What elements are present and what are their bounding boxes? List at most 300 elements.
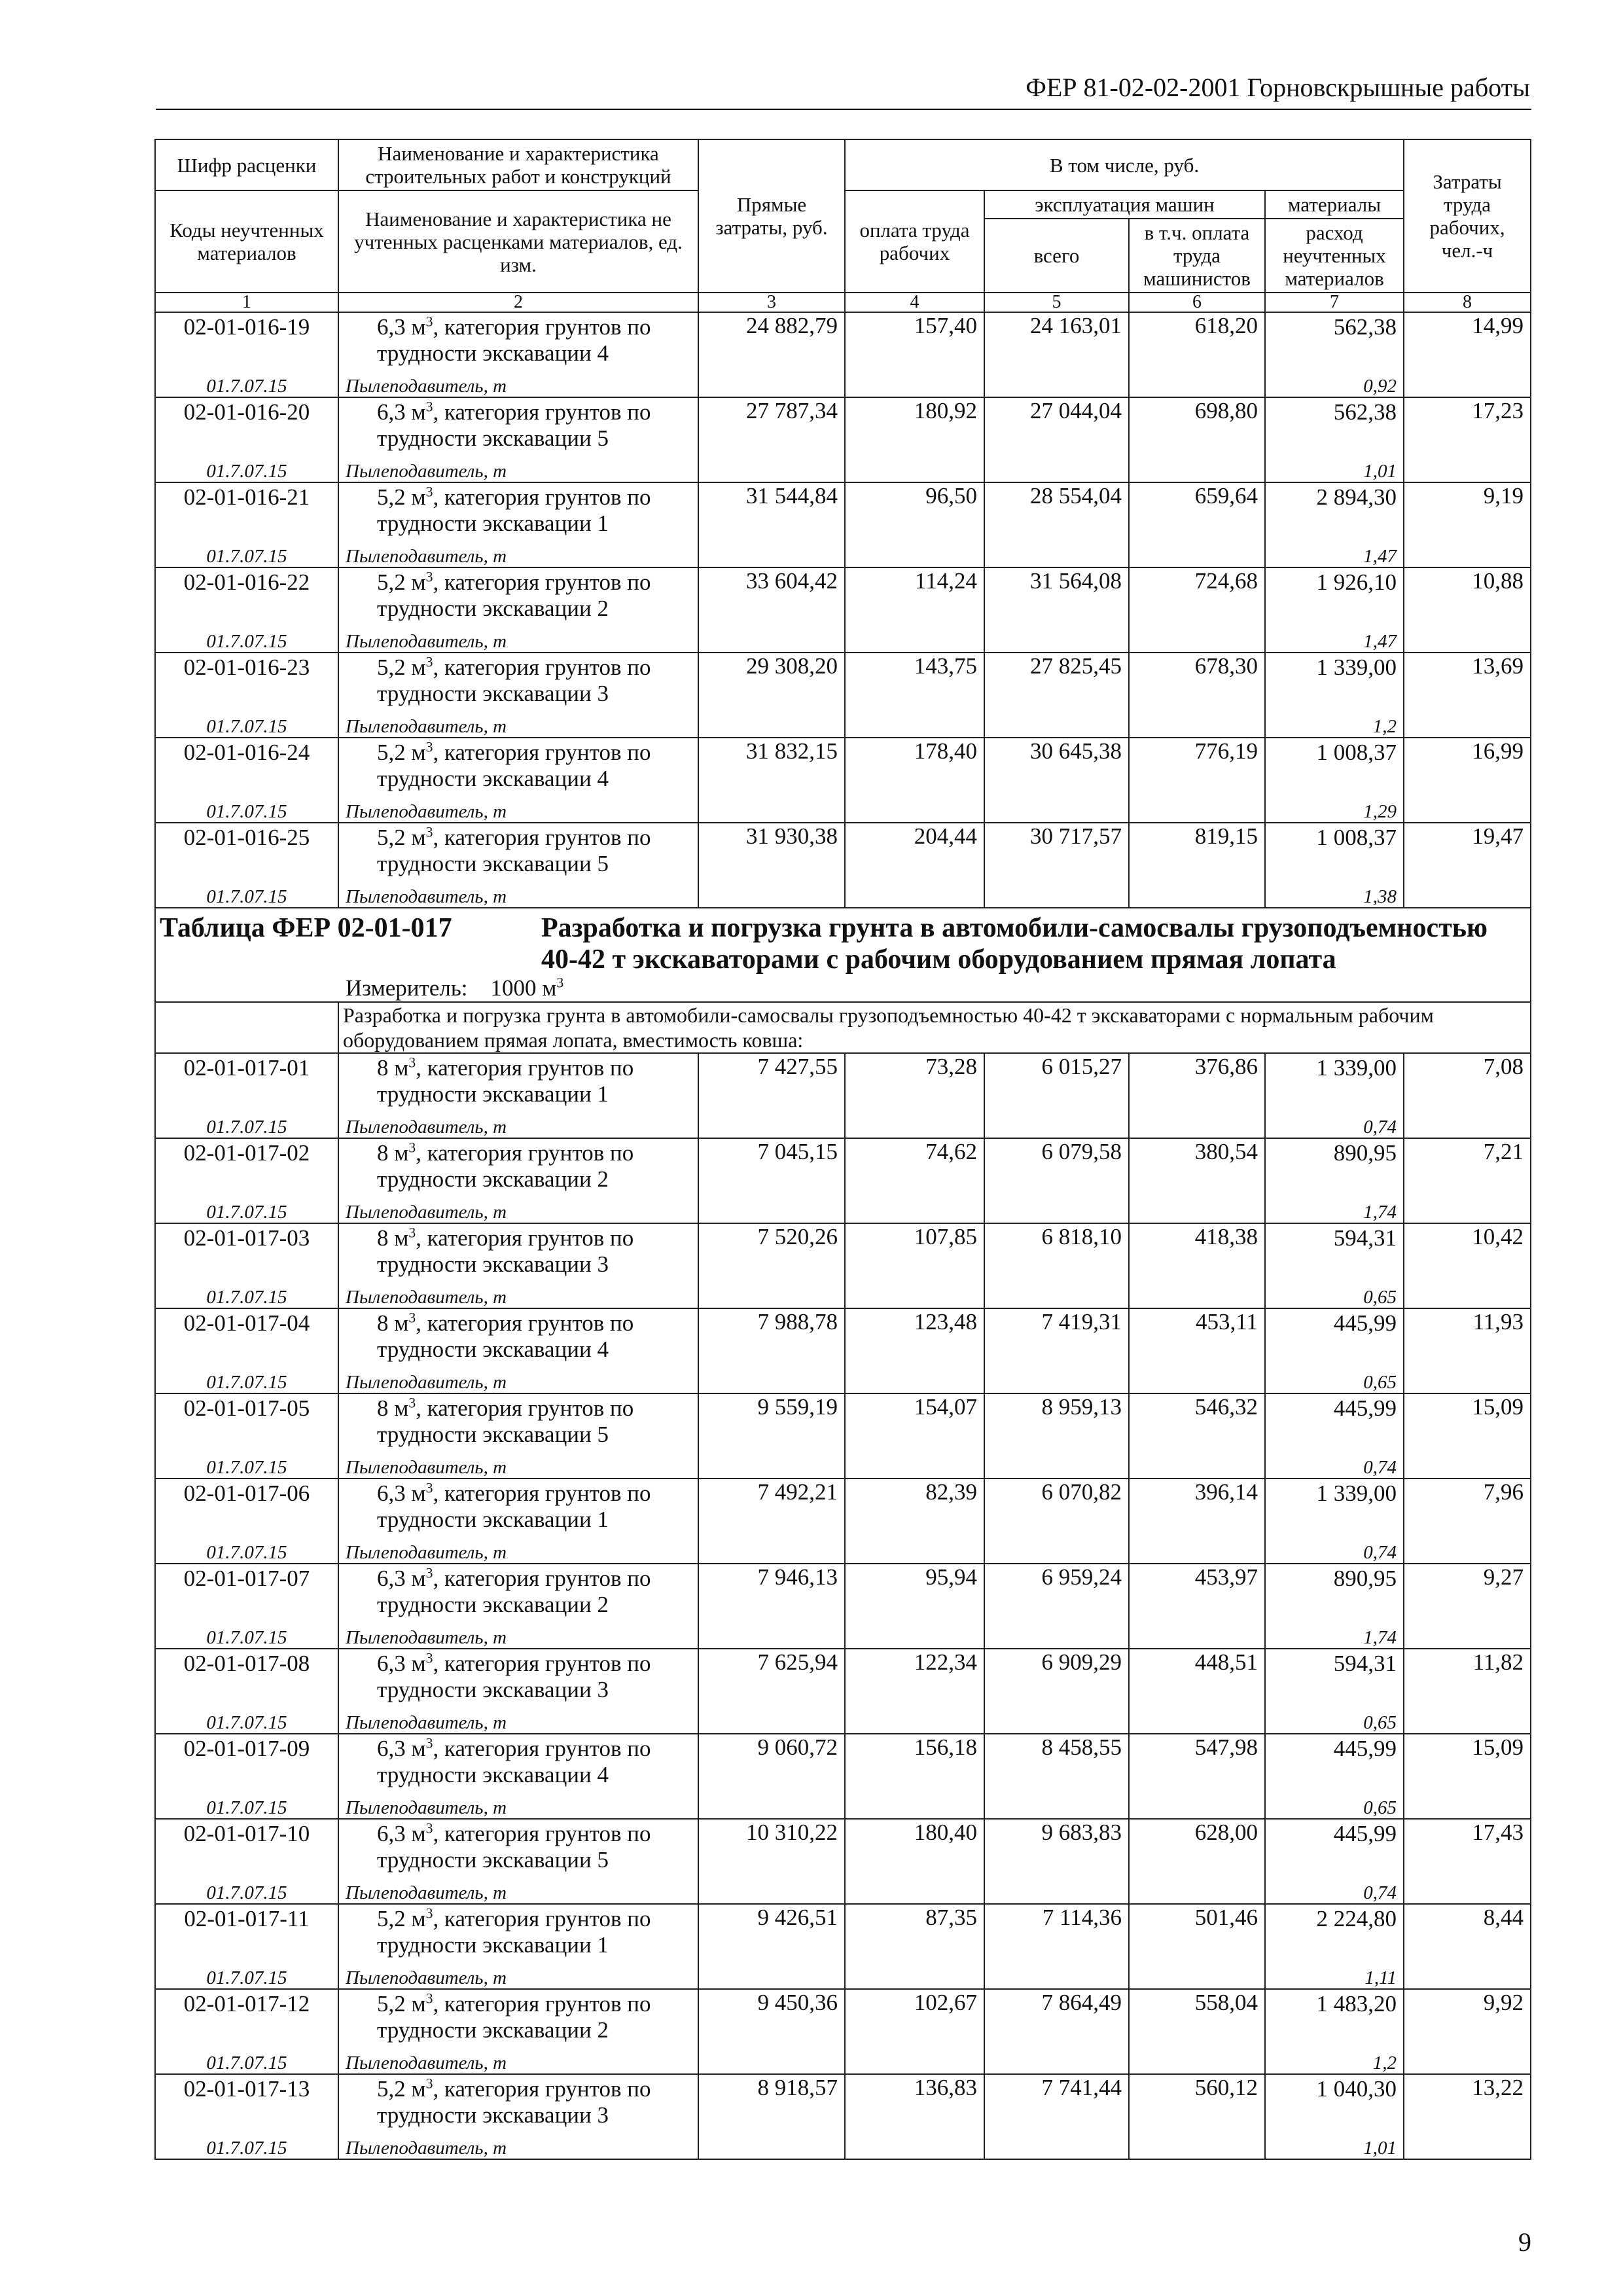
column-number: 7 (1265, 293, 1404, 312)
materials-cell (1265, 1308, 1404, 1393)
operators-pay: 724,68 (1129, 567, 1265, 653)
rate-code: 02-01-016-19 (183, 314, 310, 340)
rate-code: 02-01-017-09 (183, 1736, 310, 1761)
rate-code: 02-01-017-05 (183, 1395, 310, 1421)
labor-hours: 11,93 (1404, 1308, 1531, 1393)
materials-cost: 1 008,37 (1316, 740, 1397, 765)
soil-category: 2 (597, 1166, 609, 1192)
materials-cell (1265, 1989, 1404, 2074)
materials-cost: 2 894,30 (1316, 484, 1397, 510)
soil-category: 1 (597, 1932, 609, 1958)
materials-cell (1265, 738, 1404, 823)
operators-pay: 380,54 (1129, 1138, 1265, 1223)
col3-header: Прямые затраты, руб. (698, 139, 845, 293)
direct-costs: 31 544,84 (698, 482, 845, 567)
rate-code: 02-01-017-01 (183, 1055, 310, 1081)
column-numbers-row (155, 293, 1531, 312)
material-quantity: 0,65 (1363, 1797, 1397, 1818)
table-row (155, 1734, 1531, 1819)
material-name: Пылеподавитель, т (346, 546, 507, 567)
table-row (155, 653, 1531, 738)
material-code: 01.7.07.15 (206, 631, 287, 652)
work-name-cell (338, 312, 698, 397)
direct-costs: 7 520,26 (698, 1223, 845, 1308)
work-name (343, 2076, 694, 2128)
col6-header: в т.ч. оплата труда машинистов (1129, 219, 1265, 293)
labor-pay: 136,83 (845, 2074, 984, 2159)
work-name-cell (338, 823, 698, 908)
work-name-cell (338, 1138, 698, 1223)
table-017-title-row (155, 908, 1531, 975)
bucket-capacity: 6,3 (377, 399, 406, 425)
soil-category: 4 (597, 1336, 609, 1362)
operators-pay: 418,38 (1129, 1223, 1265, 1308)
rate-code-cell (155, 1393, 338, 1479)
material-name: Пылеподавитель, т (346, 2053, 507, 2073)
unit-m: м (405, 825, 426, 850)
work-name (343, 1480, 694, 1533)
labor-pay: 74,62 (845, 1138, 984, 1223)
category-text: , категория грунтов по (433, 399, 651, 425)
labor-hours: 10,42 (1404, 1223, 1531, 1308)
direct-costs: 9 559,19 (698, 1393, 845, 1479)
unit-m: м (405, 1821, 426, 1846)
machines-total: 6 015,27 (984, 1053, 1129, 1138)
material-code: 01.7.07.15 (206, 546, 287, 567)
column-number: 4 (845, 293, 984, 312)
category-line2: трудности экскавации (377, 511, 597, 536)
machines-total: 6 818,10 (984, 1223, 1129, 1308)
category-line2: трудности экскавации (377, 1422, 597, 1447)
labor-hours: 16,99 (1404, 738, 1531, 823)
work-name-cell (338, 1308, 698, 1393)
materials-cost: 1 339,00 (1316, 1055, 1397, 1081)
labor-hours: 9,92 (1404, 1989, 1531, 2074)
material-name: Пылеподавитель, т (346, 1627, 507, 1648)
material-name: Пылеподавитель, т (346, 2138, 507, 2159)
labor-hours: 9,19 (1404, 482, 1531, 567)
operators-pay: 558,04 (1129, 1989, 1265, 2074)
labor-pay: 95,94 (845, 1564, 984, 1649)
bucket-capacity: 8 (377, 1055, 389, 1081)
category-text: , категория грунтов по (433, 1480, 651, 1506)
work-name (343, 484, 694, 537)
work-name (343, 1906, 694, 1958)
material-code: 01.7.07.15 (206, 2138, 287, 2159)
materials-cost: 1 040,30 (1316, 2076, 1397, 2102)
operators-pay: 659,64 (1129, 482, 1265, 567)
category-line2: трудности экскавации (377, 1932, 597, 1958)
unit-cube: 3 (425, 2075, 433, 2092)
rate-code-cell (155, 312, 338, 397)
header-divider (156, 109, 1531, 110)
machines-total: 6 079,58 (984, 1138, 1129, 1223)
bucket-capacity: 6,3 (377, 1651, 406, 1676)
rate-code: 02-01-016-25 (183, 825, 310, 850)
unit-cube: 3 (425, 739, 433, 755)
operators-pay: 618,20 (1129, 312, 1265, 397)
material-code: 01.7.07.15 (206, 461, 287, 482)
unit-cube: 3 (425, 824, 433, 840)
col1-bottom-header: Коды неучтенных материалов (155, 190, 338, 293)
materials-cost: 562,38 (1333, 399, 1397, 425)
unit-m: м (405, 2076, 426, 2102)
material-code: 01.7.07.15 (206, 376, 287, 397)
machines-total: 27 044,04 (984, 397, 1129, 482)
unit-cube: 3 (425, 1650, 433, 1666)
material-code: 01.7.07.15 (206, 1202, 287, 1223)
machines-total: 27 825,45 (984, 653, 1129, 738)
direct-costs: 7 045,15 (698, 1138, 845, 1223)
soil-category: 4 (597, 1762, 609, 1787)
material-name: Пылеподавитель, т (346, 1797, 507, 1818)
category-text: , категория грунтов по (416, 1225, 634, 1251)
labor-hours: 13,69 (1404, 653, 1531, 738)
table-row (155, 1564, 1531, 1649)
bucket-capacity: 5,2 (377, 1991, 406, 2017)
category-text: , категория грунтов по (433, 2076, 651, 2102)
bucket-capacity: 6,3 (377, 1821, 406, 1846)
rate-code: 02-01-016-21 (183, 484, 310, 510)
running-header: ФЕР 81-02-02-2001 Горновскрышные работы (1026, 73, 1530, 102)
unit-m: м (405, 1651, 426, 1676)
category-line2: трудности экскавации (377, 1251, 597, 1277)
category-line2: трудности экскавации (377, 1081, 597, 1107)
labor-pay: 87,35 (845, 1904, 984, 1989)
unit-cube: 3 (425, 1480, 433, 1496)
operators-pay: 698,80 (1129, 397, 1265, 482)
material-code: 01.7.07.15 (206, 1542, 287, 1563)
materials-cell (1265, 567, 1404, 653)
bucket-capacity: 5,2 (377, 1906, 406, 1931)
material-quantity: 0,92 (1363, 376, 1397, 397)
unit-m: м (388, 1055, 409, 1081)
operators-pay: 560,12 (1129, 2074, 1265, 2159)
rate-code-cell (155, 653, 338, 738)
category-line2: трудности экскавации (377, 425, 597, 451)
direct-costs: 31 832,15 (698, 738, 845, 823)
col7-header: расход неучтенных материалов (1265, 219, 1404, 293)
material-code: 01.7.07.15 (206, 801, 287, 822)
category-line2: трудности экскавации (377, 851, 597, 876)
included-header: В том числе, руб. (845, 139, 1404, 190)
labor-pay: 82,39 (845, 1479, 984, 1564)
materials-cell (1265, 1564, 1404, 1649)
category-line2: трудности экскавации (377, 596, 597, 621)
unit-m: м (405, 1906, 426, 1931)
soil-category: 5 (597, 1847, 609, 1873)
labor-pay: 156,18 (845, 1734, 984, 1819)
labor-hours: 9,27 (1404, 1564, 1531, 1649)
column-number: 6 (1129, 293, 1265, 312)
table-row (155, 312, 1531, 397)
machines-total: 6 959,24 (984, 1564, 1129, 1649)
labor-hours: 7,21 (1404, 1138, 1531, 1223)
unit-cube: 3 (408, 1054, 416, 1071)
rate-code-cell (155, 397, 338, 482)
table-row (155, 2074, 1531, 2159)
table-row (155, 738, 1531, 823)
work-name-cell (338, 2074, 698, 2159)
subsection-text: Разработка и погрузка грунта в автомобили-самосвалы грузоподъемностью 40-42 т экскаваторами с нормальным рабочим оборудованием прямая лопата, вместимость ковша: (338, 1002, 1531, 1053)
soil-category: 5 (597, 851, 609, 876)
material-quantity: 1,74 (1363, 1627, 1397, 1648)
table-017-label: Таблица ФЕР 02-01-017 (155, 908, 338, 975)
work-name (343, 1651, 694, 1703)
soil-category: 3 (597, 681, 609, 706)
work-name-cell (338, 1564, 698, 1649)
materials-cost: 445,99 (1333, 1736, 1397, 1761)
labor-pay: 157,40 (845, 312, 984, 397)
rates-table (154, 139, 1531, 2160)
category-text: , категория грунтов по (433, 484, 651, 510)
labor-hours: 11,82 (1404, 1649, 1531, 1734)
machines-total: 6 909,29 (984, 1649, 1129, 1734)
meter-row (155, 975, 1531, 1002)
unit-m: м (388, 1310, 409, 1336)
direct-costs: 7 625,94 (698, 1649, 845, 1734)
material-code: 01.7.07.15 (206, 1882, 287, 1903)
column-number: 2 (338, 293, 698, 312)
unit-m: м (405, 569, 426, 595)
bucket-capacity: 6,3 (377, 314, 406, 340)
work-name (343, 1736, 694, 1788)
material-quantity: 0,65 (1363, 1287, 1397, 1308)
unit-cube: 3 (425, 1820, 433, 1837)
materials-cell (1265, 1393, 1404, 1479)
work-name-cell (338, 1393, 698, 1479)
col5-header: всего (984, 219, 1129, 293)
machines-total: 30 717,57 (984, 823, 1129, 908)
rate-code-cell (155, 1053, 338, 1138)
labor-hours: 15,09 (1404, 1734, 1531, 1819)
bucket-capacity: 5,2 (377, 569, 406, 595)
labor-pay: 180,40 (845, 1819, 984, 1904)
column-number: 3 (698, 293, 845, 312)
unit-m: м (405, 655, 426, 680)
rate-code: 02-01-017-11 (184, 1906, 310, 1931)
work-name (343, 740, 694, 792)
rate-code-cell (155, 1138, 338, 1223)
direct-costs: 7 988,78 (698, 1308, 845, 1393)
materials-cost: 594,31 (1333, 1225, 1397, 1251)
direct-costs: 33 604,42 (698, 567, 845, 653)
operators-pay: 448,51 (1129, 1649, 1265, 1734)
work-name (343, 825, 694, 877)
unit-m: м (388, 1225, 409, 1251)
labor-hours: 8,44 (1404, 1904, 1531, 1989)
rate-code: 02-01-017-06 (183, 1480, 310, 1506)
table-row (155, 1649, 1531, 1734)
material-name: Пылеподавитель, т (346, 631, 507, 652)
rate-code: 02-01-017-02 (183, 1140, 310, 1166)
rate-code: 02-01-017-08 (183, 1651, 310, 1676)
bucket-capacity: 8 (377, 1395, 389, 1421)
material-name: Пылеподавитель, т (346, 716, 507, 737)
work-name-cell (338, 1904, 698, 1989)
category-text: , категория грунтов по (433, 1566, 651, 1591)
machines-total: 30 645,38 (984, 738, 1129, 823)
labor-pay: 123,48 (845, 1308, 984, 1393)
category-text: , категория грунтов по (433, 1906, 651, 1931)
machines-total: 31 564,08 (984, 567, 1129, 653)
unit-m: м (405, 1480, 426, 1506)
table-row (155, 823, 1531, 908)
material-name: Пылеподавитель, т (346, 1457, 507, 1478)
material-name: Пылеподавитель, т (346, 801, 507, 822)
soil-category: 1 (597, 511, 609, 536)
rate-code: 02-01-016-20 (183, 399, 310, 425)
work-name-cell (338, 397, 698, 482)
column-number: 5 (984, 293, 1129, 312)
soil-category: 2 (597, 2017, 609, 2043)
materials-cell (1265, 1479, 1404, 1564)
unit-cube: 3 (425, 569, 433, 585)
direct-costs: 24 882,79 (698, 312, 845, 397)
operators-pay: 453,97 (1129, 1564, 1265, 1649)
material-quantity: 1,47 (1363, 631, 1397, 652)
category-line2: трудности экскавации (377, 1507, 597, 1532)
bucket-capacity: 8 (377, 1140, 389, 1166)
direct-costs: 7 492,21 (698, 1479, 845, 1564)
material-quantity: 0,74 (1363, 1882, 1397, 1903)
table-row (155, 1989, 1531, 2074)
work-name (343, 399, 694, 452)
machines-header: эксплуатация машин (984, 190, 1265, 219)
category-text: , категория грунтов по (433, 314, 651, 340)
category-text: , категория грунтов по (416, 1055, 634, 1081)
direct-costs: 9 060,72 (698, 1734, 845, 1819)
material-code: 01.7.07.15 (206, 1287, 287, 1308)
material-quantity: 1,74 (1363, 1202, 1397, 1223)
material-quantity: 1,2 (1372, 716, 1397, 737)
work-name-cell (338, 1479, 698, 1564)
table-row (155, 1308, 1531, 1393)
direct-costs: 7 946,13 (698, 1564, 845, 1649)
table-row (155, 397, 1531, 482)
unit-m: м (405, 1991, 426, 2017)
materials-cost: 445,99 (1333, 1821, 1397, 1846)
category-text: , категория грунтов по (433, 1651, 651, 1676)
operators-pay: 396,14 (1129, 1479, 1265, 1564)
direct-costs: 27 787,34 (698, 397, 845, 482)
material-name: Пылеподавитель, т (346, 461, 507, 482)
labor-pay: 107,85 (845, 1223, 984, 1308)
material-quantity: 0,74 (1363, 1542, 1397, 1563)
machines-total: 24 163,01 (984, 312, 1129, 397)
labor-hours: 7,96 (1404, 1479, 1531, 1564)
labor-hours: 13,22 (1404, 2074, 1531, 2159)
category-line2: трудности экскавации (377, 1762, 597, 1787)
col2-bottom-header: Наименование и характеристика не учтенных расценками материалов, ед. изм. (338, 190, 698, 293)
work-name (343, 569, 694, 622)
material-name: Пылеподавитель, т (346, 1372, 507, 1393)
category-text: , категория грунтов по (433, 1736, 651, 1761)
category-line2: трудности экскавации (377, 2017, 597, 2043)
work-name-cell (338, 567, 698, 653)
material-name: Пылеподавитель, т (346, 1117, 507, 1138)
materials-cell (1265, 1819, 1404, 1904)
labor-pay: 154,07 (845, 1393, 984, 1479)
rate-code-cell (155, 1308, 338, 1393)
material-quantity: 1,2 (1372, 2053, 1397, 2073)
category-text: , категория грунтов по (416, 1140, 634, 1166)
bucket-capacity: 5,2 (377, 825, 406, 850)
material-name: Пылеподавитель, т (346, 1967, 507, 1988)
bucket-capacity: 5,2 (377, 655, 406, 680)
unit-cube: 3 (408, 1310, 416, 1326)
direct-costs: 9 426,51 (698, 1904, 845, 1989)
materials-cost: 1 008,37 (1316, 825, 1397, 850)
work-name (343, 1821, 694, 1873)
labor-pay: 180,92 (845, 397, 984, 482)
operators-pay: 776,19 (1129, 738, 1265, 823)
material-code: 01.7.07.15 (206, 1457, 287, 1478)
category-line2: трудности экскавации (377, 766, 597, 791)
col8-header: Затраты труда рабочих, чел.-ч (1404, 139, 1531, 293)
work-name-cell (338, 1819, 698, 1904)
materials-cell (1265, 312, 1404, 397)
direct-costs: 31 930,38 (698, 823, 845, 908)
materials-cell (1265, 1904, 1404, 1989)
table-row (155, 1819, 1531, 1904)
unit-m: м (405, 314, 426, 340)
table-row (155, 1223, 1531, 1308)
operators-pay: 819,15 (1129, 823, 1265, 908)
labor-pay: 102,67 (845, 1989, 984, 2074)
materials-cost: 562,38 (1333, 314, 1397, 340)
bucket-capacity: 5,2 (377, 740, 406, 765)
work-name-cell (338, 653, 698, 738)
material-code: 01.7.07.15 (206, 1627, 287, 1648)
category-line2: трудности экскавации (377, 340, 597, 366)
labor-hours: 17,43 (1404, 1819, 1531, 1904)
direct-costs: 7 427,55 (698, 1053, 845, 1138)
unit-cube: 3 (425, 1905, 433, 1922)
rate-code: 02-01-017-13 (183, 2076, 310, 2102)
unit-m: м (405, 1566, 426, 1591)
machines-total: 9 683,83 (984, 1819, 1129, 1904)
work-name-cell (338, 1989, 698, 2074)
soil-category: 3 (597, 2102, 609, 2128)
operators-pay: 546,32 (1129, 1393, 1265, 1479)
labor-pay: 122,34 (845, 1649, 984, 1734)
unit-cube: 3 (408, 1225, 416, 1241)
work-name (343, 1310, 694, 1363)
work-name (343, 1225, 694, 1278)
rate-code-cell (155, 1223, 338, 1308)
unit-cube: 3 (408, 1395, 416, 1411)
rate-code-cell (155, 1819, 338, 1904)
machines-total: 8 959,13 (984, 1393, 1129, 1479)
materials-cell (1265, 1649, 1404, 1734)
col4-header: оплата труда рабочих (845, 190, 984, 293)
labor-pay: 73,28 (845, 1053, 984, 1138)
unit-m: м (405, 740, 426, 765)
category-text: , категория грунтов по (433, 1991, 651, 2017)
materials-cost: 890,95 (1333, 1140, 1397, 1166)
material-code: 01.7.07.15 (206, 2053, 287, 2073)
material-quantity: 1,38 (1363, 886, 1397, 907)
bucket-capacity: 6,3 (377, 1736, 406, 1761)
unit-cube: 3 (408, 1139, 416, 1156)
work-name-cell (338, 1734, 698, 1819)
meter-value: 1000 м (490, 975, 557, 1001)
material-code: 01.7.07.15 (206, 1797, 287, 1818)
materials-cell (1265, 1734, 1404, 1819)
materials-cost: 1 339,00 (1316, 1480, 1397, 1506)
category-text: , категория грунтов по (433, 740, 651, 765)
